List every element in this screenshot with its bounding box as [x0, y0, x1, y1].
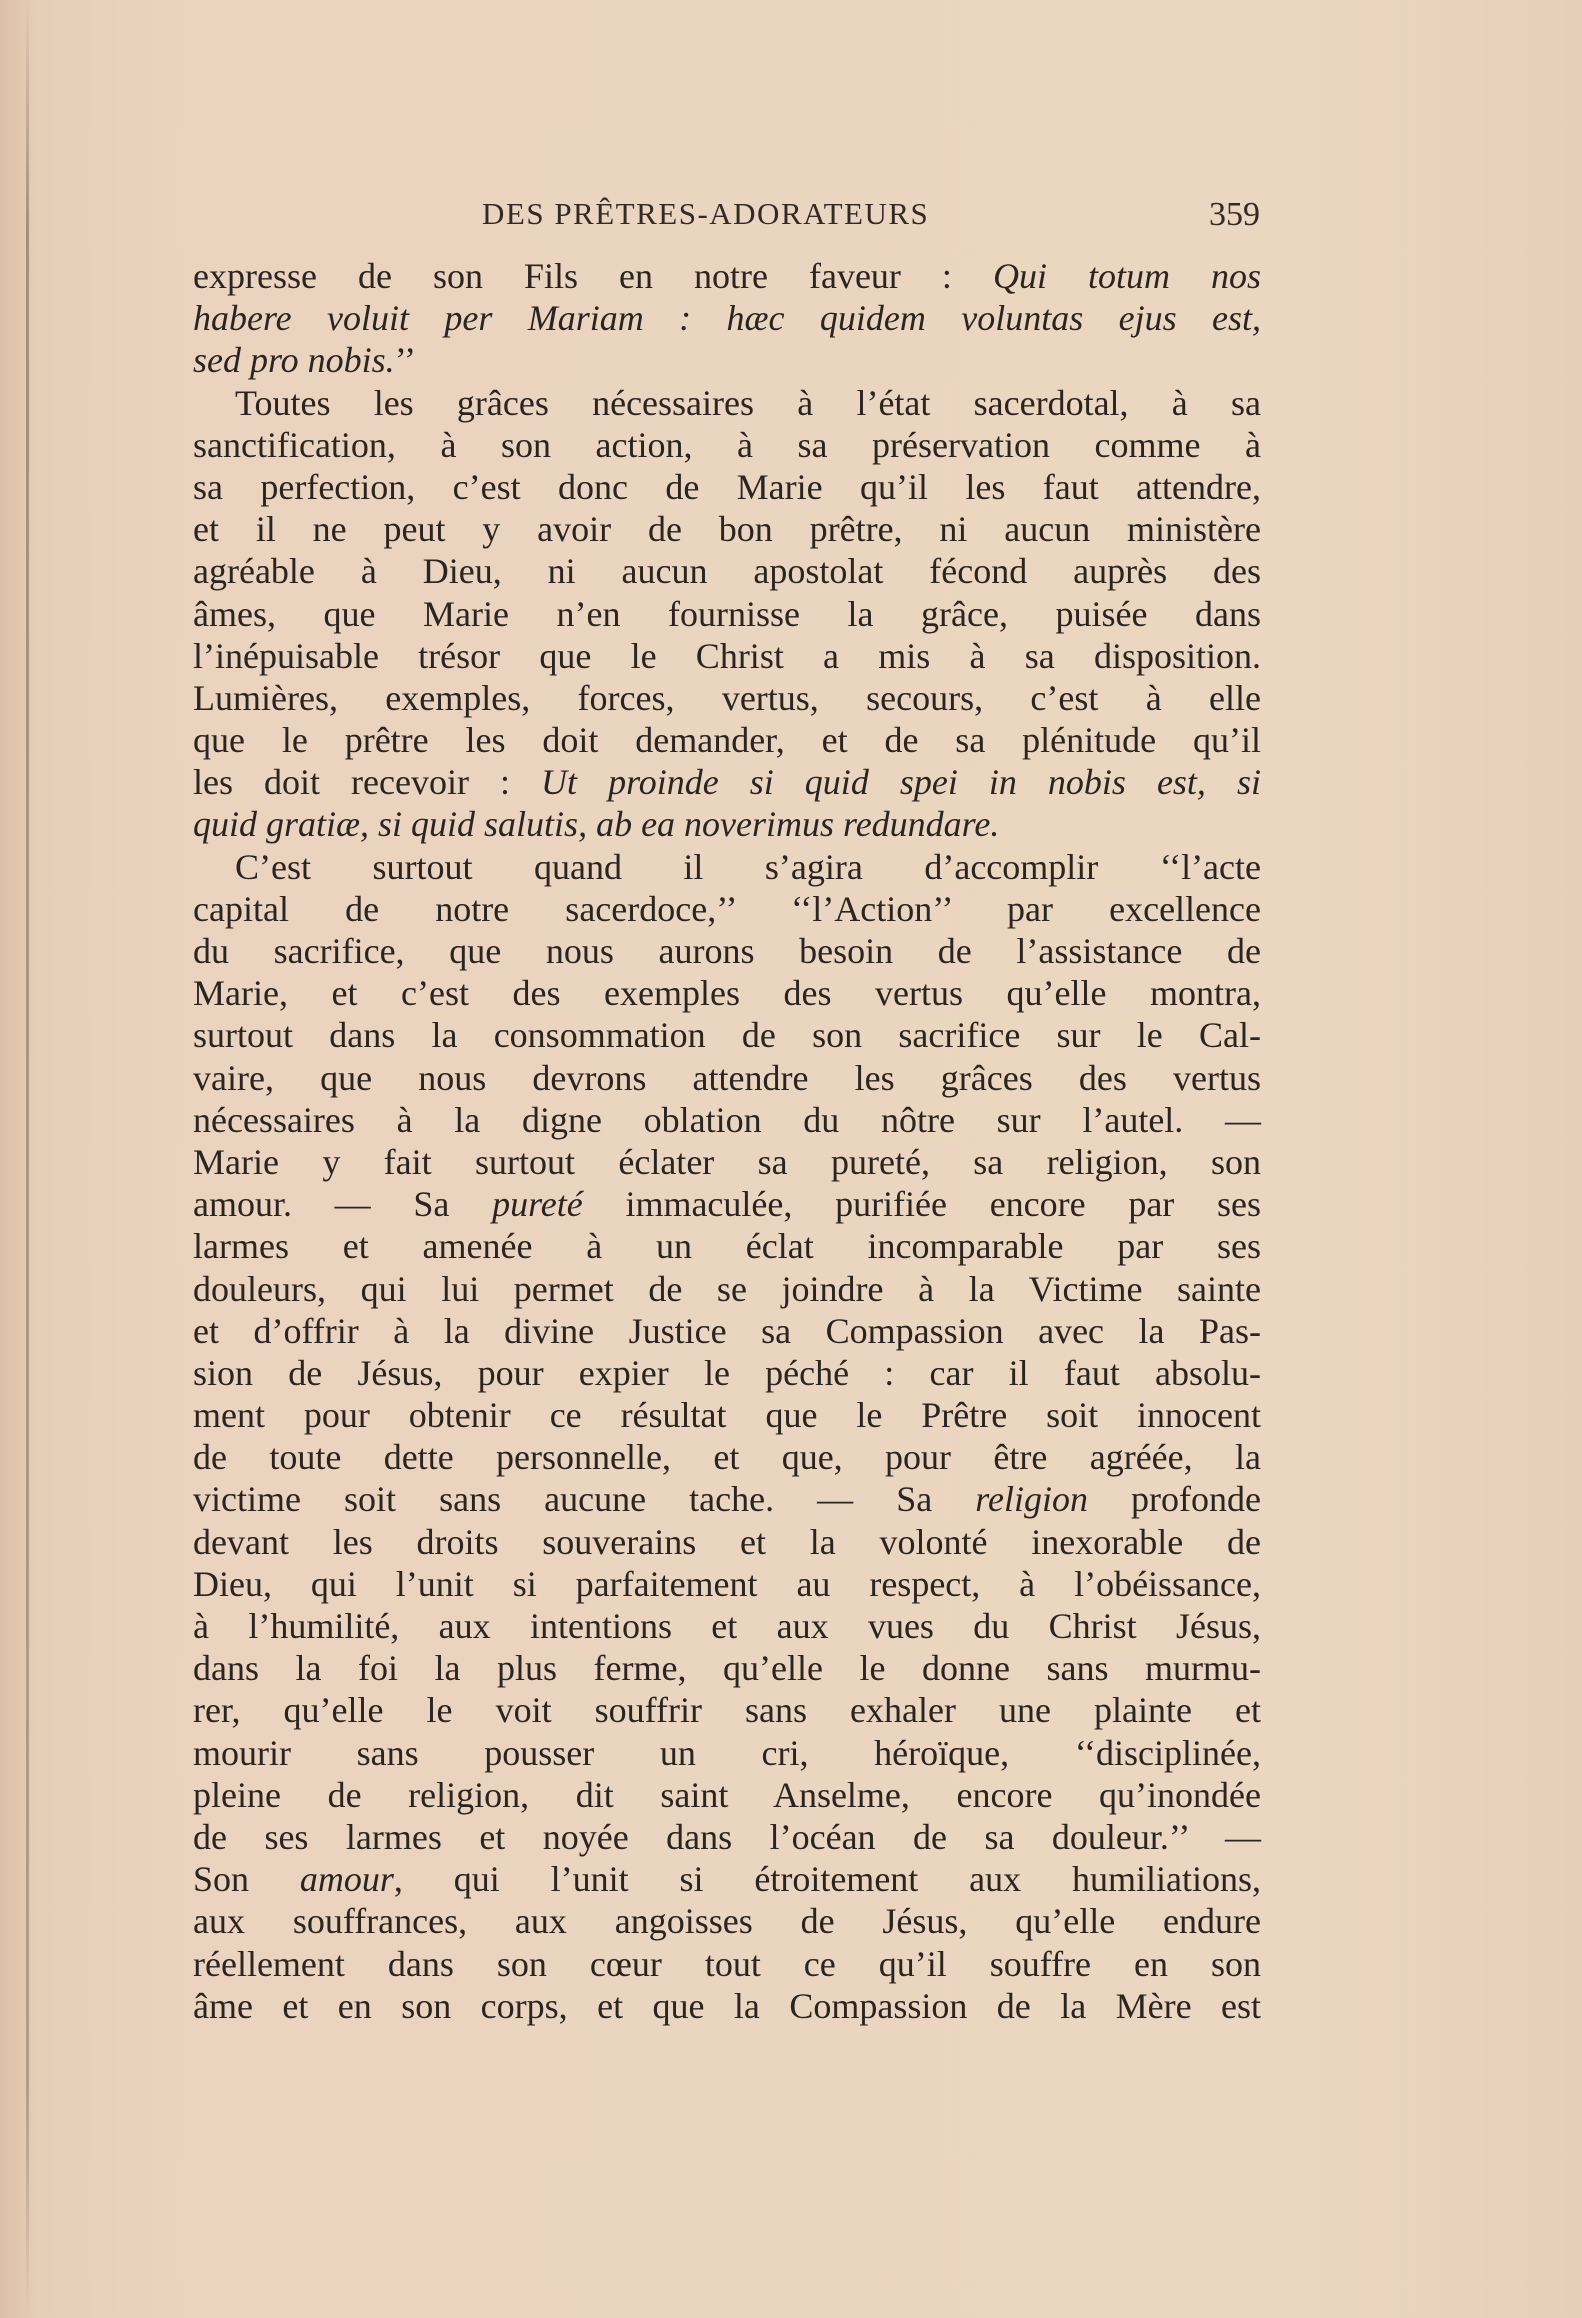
text-run: capital de notre sacerdoce,’’ ‘‘l’Action’’ par excellence: [193, 888, 1261, 929]
text-run: Lumières, exemples, forces, vertus, secours, c’est à elle: [193, 677, 1261, 718]
text-run: aux souffrances, aux angoisses de Jésus, qu’elle endure: [193, 1901, 1261, 1942]
running-header: [195, 196, 1260, 236]
text-line: [193, 930, 1261, 972]
text-run: Marie, et c’est des exemples des vertus qu’elle montra,: [193, 973, 1261, 1014]
text-run: pleine de religion, dit saint Anselme, encore qu’inondée: [193, 1774, 1261, 1815]
text-run: victime soit sans aucune tache. — Sa: [193, 1479, 976, 1520]
body-text: [193, 255, 1261, 2027]
text-run: amour. — Sa: [193, 1184, 493, 1225]
text-run: dans la foi la plus ferme, qu’elle le donne sans murmu-: [193, 1648, 1261, 1689]
text-line: [193, 803, 1261, 845]
text-line: [193, 508, 1261, 550]
text-run: du sacrifice, que nous aurons besoin de l’assistance de: [193, 931, 1261, 971]
text-line: [193, 1774, 1261, 1816]
text-run: âme et en son corps, et que la Compassion de la Mère est: [193, 1985, 1261, 2026]
text-line: [193, 1563, 1261, 1605]
text-run: l’inépuisable trésor que le Christ a mis à sa disposition.: [193, 635, 1261, 676]
italic-latin-text: Qui totum nos: [992, 256, 1261, 296]
text-run: que le prêtre les doit demander, et de sa plénitude qu’il: [193, 720, 1261, 761]
page-gutter-edge: [26, 0, 29, 2318]
text-run: vaire, que nous devrons attendre les grâces des vertus: [193, 1057, 1261, 1098]
text-line: [193, 297, 1261, 339]
text-line: [193, 550, 1261, 592]
text-line: [193, 1183, 1261, 1225]
text-line: [193, 1521, 1261, 1563]
text-run: âmes, que Marie n’en fournisse la grâce, puisée dans: [193, 593, 1261, 634]
text-run: Marie y fait surtout éclater sa pureté, sa religion, son: [193, 1141, 1261, 1182]
text-line: [193, 339, 1261, 381]
text-line: [193, 846, 1261, 888]
text-line: [193, 1268, 1261, 1310]
text-run: de toute dette personnelle, et que, pour être agréée, la: [193, 1437, 1261, 1478]
text-line: [193, 1689, 1261, 1731]
text-run: C’est surtout quand il s’agira d’accomplir ‘‘l’acte: [235, 846, 1261, 887]
text-run: expresse de son Fils en notre faveur :: [193, 256, 993, 296]
text-run: , qui l’unit si étroitement aux humiliations,: [393, 1859, 1261, 1900]
text-run: et d’offrir à la divine Justice sa Compassion avec la Pas-: [193, 1310, 1261, 1351]
text-run: Toutes les grâces nécessaires à l’état sacerdotal, à sa: [235, 382, 1261, 423]
text-line: [193, 1225, 1261, 1267]
text-line: [193, 1099, 1261, 1141]
text-run: de ses larmes et noyée dans l’océan de sa douleur.’’ —: [193, 1816, 1261, 1857]
text-run: ’’: [394, 340, 416, 381]
text-run: Son: [193, 1859, 300, 1900]
text-line: [193, 424, 1261, 466]
text-run: mourir sans pousser un cri, héroïque, ‘‘disciplinée,: [193, 1732, 1261, 1773]
running-title: DES PRÊTRES-ADORATEURS: [482, 196, 930, 231]
text-line: [193, 466, 1261, 508]
page-number: 359: [1209, 196, 1260, 233]
italic-latin-text: quid gratiæ, si quid salutis, ab ea noverimus redundare.: [193, 804, 1000, 845]
italic-latin-text: religion: [975, 1479, 1088, 1520]
text-line: [193, 677, 1261, 719]
text-run: sanctification, à son action, à sa préservation comme à: [193, 424, 1261, 465]
text-run: douleurs, qui lui permet de se joindre à la Victime sainte: [193, 1268, 1261, 1309]
text-run: à l’humilité, aux intentions et aux vues du Christ Jésus,: [193, 1606, 1261, 1646]
text-line: [193, 1478, 1261, 1520]
text-line: [193, 1141, 1261, 1183]
text-line: [193, 1816, 1261, 1858]
text-run: Dieu, qui l’unit si parfaitement au respect, à l’obéissance,: [193, 1563, 1261, 1604]
italic-latin-text: pureté: [492, 1184, 583, 1225]
text-run: devant les droits souverains et la volonté inexorable de: [193, 1521, 1261, 1562]
text-line: [193, 1394, 1261, 1436]
text-line: [193, 1985, 1261, 2027]
text-line: [193, 719, 1261, 761]
text-line: [193, 593, 1261, 635]
text-line: [193, 635, 1261, 677]
text-run: et il ne peut y avoir de bon prêtre, ni aucun ministère: [193, 509, 1261, 550]
text-line: [193, 1732, 1261, 1774]
italic-latin-text: amour: [299, 1859, 394, 1900]
italic-latin-text: habere voluit per Mariam : hæc quidem voluntas ejus est,: [193, 298, 1261, 339]
text-line: [193, 1900, 1261, 1942]
text-run: profonde: [1087, 1479, 1261, 1520]
text-line: [193, 1310, 1261, 1352]
text-line: [193, 1057, 1261, 1099]
text-line: [193, 1352, 1261, 1394]
text-line: [193, 1858, 1261, 1900]
text-line: [193, 1436, 1261, 1478]
text-line: [193, 1605, 1261, 1647]
text-run: nécessaires à la digne oblation du nôtre sur l’autel. —: [193, 1099, 1261, 1140]
italic-latin-text: Ut proinde si quid spei in nobis est, si: [541, 762, 1261, 803]
text-run: larmes et amenée à un éclat incomparable par ses: [193, 1226, 1261, 1267]
text-line: [193, 382, 1261, 424]
italic-latin-text: sed pro nobis.: [193, 340, 395, 381]
text-run: surtout dans la consommation de son sacrifice sur le Cal-: [193, 1015, 1261, 1056]
text-line: [193, 1647, 1261, 1689]
text-run: ment pour obtenir ce résultat que le Prêtre soit innocent: [193, 1395, 1261, 1436]
text-run: immaculée, purifiée encore par ses: [582, 1184, 1261, 1225]
text-run: agréable à Dieu, ni aucun apostolat fécond auprès des: [193, 551, 1261, 592]
text-run: sa perfection, c’est donc de Marie qu’il les faut attendre,: [193, 466, 1261, 507]
text-run: réellement dans son cœur tout ce qu’il souffre en son: [193, 1943, 1261, 1984]
text-run: rer, qu’elle le voit souffrir sans exhaler une plainte et: [193, 1690, 1261, 1731]
text-run: sion de Jésus, pour expier le péché : car il faut absolu-: [193, 1352, 1261, 1393]
text-run: les doit recevoir :: [193, 762, 542, 803]
text-line: [193, 255, 1261, 297]
text-line: [193, 761, 1261, 803]
text-line: [193, 972, 1261, 1014]
text-line: [193, 1943, 1261, 1985]
text-line: [193, 888, 1261, 930]
text-line: [193, 1014, 1261, 1056]
